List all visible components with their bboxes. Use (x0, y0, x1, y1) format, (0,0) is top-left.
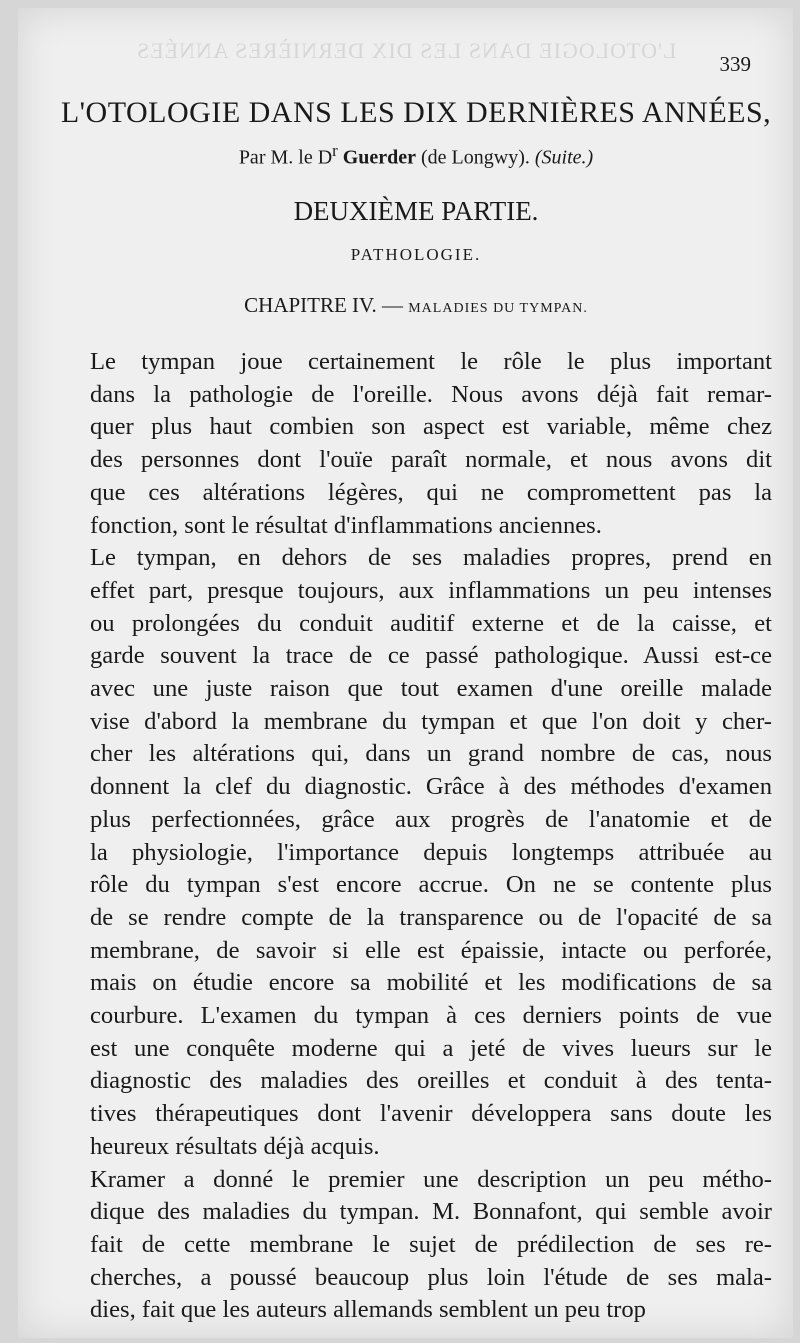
text-line: dies, fait que les auteurs allemands semblent un peu trop (90, 1296, 646, 1324)
body-text (62, 346, 772, 1327)
text-line: quer plus haut combien son aspect est variable, même chez (90, 413, 772, 441)
text-line: est une conquête moderne qui a jeté de vives lueurs sur le (90, 1034, 772, 1062)
text-line: dique des maladies du tympan. M. Bonnafont, qui semble avoir (90, 1198, 772, 1226)
page-number: 339 (719, 52, 751, 76)
author-name: Guerder (342, 146, 416, 169)
paragraph (62, 542, 772, 1163)
text-line: des personnes dont l'ouïe paraît normale, et nous avons dit (90, 446, 772, 474)
byline-suite: (Suite.) (534, 146, 594, 169)
text-line: cher les altérations qui, dans un grand nombre de cas, nous (90, 740, 772, 768)
text-line: heureux résultats déjà acquis. (90, 1132, 380, 1160)
text-line: cherches, a poussé beaucoup plus loin l'étude de ses mala- (90, 1263, 772, 1291)
text-line: rôle du tympan s'est encore accrue. On ne se contente plus (90, 871, 772, 899)
part-heading: DEUXIÈME PARTIE. (293, 196, 539, 226)
text-line: effet part, presque toujours, aux inflammations un peu intenses (90, 576, 772, 604)
chapter-dash: — (376, 293, 409, 317)
text-line: que ces altérations légères, qui ne compromettent pas la (90, 478, 772, 506)
section-heading: PATHOLOGIE. (350, 245, 482, 264)
text-line: fonction, sont le résultat d'inflammations anciennes. (90, 511, 602, 539)
text-line: diagnostic des maladies des oreilles et conduit à des tenta- (90, 1067, 772, 1095)
text-line: fait de cette membrane le sujet de prédilection de ses re- (90, 1230, 772, 1258)
bleed-through-text: L'OTOLOGIE DANS LES DIX DERNIÈRES ANNÉES (136, 38, 677, 63)
text-line: de se rendre compte de la transparence ou de l'opacité de sa (90, 903, 772, 931)
article-title: L'OTOLOGIE DANS LES DIX DERNIÈRES ANNÉES, (60, 96, 772, 129)
text-line: Kramer a donné le premier une description un peu métho- (90, 1165, 772, 1193)
text-line: tives thérapeutiques dont l'avenir développera sans doute les (90, 1100, 772, 1128)
text-line: dans la pathologie de l'oreille. Nous avons déjà fait remar- (90, 380, 772, 408)
text-line: vise d'abord la membrane du tympan et que l'on doit y cher- (90, 707, 772, 735)
paragraph (62, 346, 772, 542)
text-line: ou prolongées du conduit auditif externe et de la caisse, et (90, 609, 772, 637)
chapter-heading (58, 293, 774, 318)
text-line: mais on étudie encore sa mobilité et les modifications de sa (90, 969, 772, 997)
text-line: membrane, de savoir si elle est épaissie, intacte ou perforée, (90, 936, 772, 964)
byline-place: (de Longwy). (421, 146, 530, 169)
byline-prefix: Par M. le D (238, 146, 333, 169)
chapter-title: MALADIES DU TYMPAN. (408, 301, 588, 316)
text-line: Le tympan joue certainement le rôle le plus important (90, 348, 772, 375)
byline (58, 141, 774, 170)
text-line: donnent la clef du diagnostic. Grâce à des méthodes d'examen (90, 773, 772, 801)
text-line: plus perfectionnées, grâce aux progrès de l'anatomie et de (90, 805, 772, 833)
text-line: Le tympan, en dehors de ses maladies propres, prend en (90, 544, 772, 572)
paragraph (62, 1164, 772, 1328)
chapter-label: CHAPITRE IV. (244, 293, 377, 317)
book-page (18, 8, 793, 1338)
text-line: avec une juste raison que tout examen d'une oreille malade (90, 675, 772, 703)
text-line: courbure. L'examen du tympan à ces derniers points de vue (90, 1002, 772, 1030)
text-line: garde souvent la trace de ce passé pathologique. Aussi est-ce (90, 642, 772, 670)
byline-sup: r (332, 141, 338, 160)
text-line: la physiologie, l'importance depuis longtemps attribuée au (90, 838, 772, 866)
